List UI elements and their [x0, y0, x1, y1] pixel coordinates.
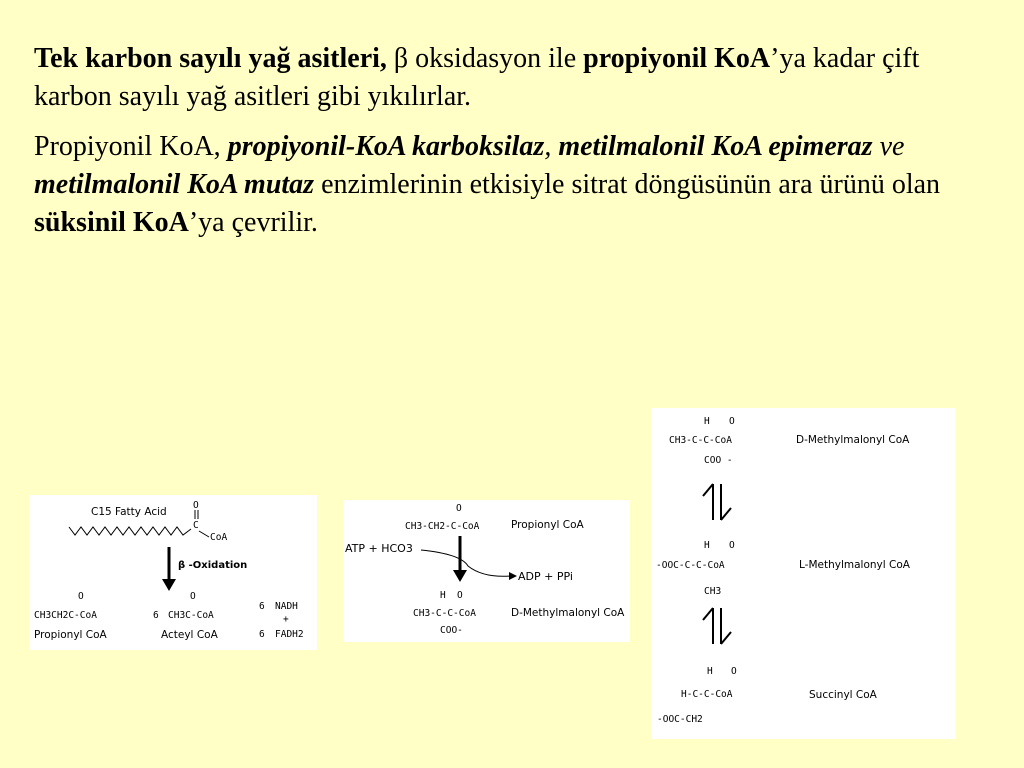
slide-body-text: [34, 40, 994, 254]
epimerase-arrow-forward-head: [703, 484, 713, 496]
cofactor-arrow-head: [509, 572, 517, 580]
figure-epimerase-mutase: [651, 408, 956, 739]
l-methylmalonyl-methyl: CH3: [704, 586, 722, 597]
figure-carboxylation: [343, 500, 630, 642]
acetyl-coa-name: Acteyl CoA: [161, 629, 218, 641]
adp-ppi-output: ADP + PPi: [518, 570, 573, 583]
figure-carboxylation-drawing: [343, 500, 630, 642]
figure-beta-oxidation-drawing: [29, 495, 317, 650]
propionyl-formula: CH3CH2C-CoA: [34, 610, 97, 621]
enzyme-propionyl-coa-carboxylase: propiyonil-KoA karboksilaz: [227, 131, 545, 162]
methylmalonyl-h: H: [440, 590, 446, 601]
fatty-acid-chain: [69, 527, 191, 535]
beta-oxidation-label: β -Oxidation: [178, 560, 248, 571]
figure-epimerase-mutase-drawing: [651, 408, 956, 739]
paragraph-2: [34, 128, 994, 242]
fadh2: FADH2: [275, 629, 304, 640]
l-methylmalonyl-o: O: [729, 540, 735, 551]
comma: ,: [544, 131, 559, 162]
paragraph-2-text-a: Propiyonil KoA,: [34, 131, 228, 162]
methylmalonyl-carbonyl-o: O: [457, 590, 463, 601]
paragraph-1-text-a: oksidasyon ile: [415, 43, 584, 74]
atp-bicarbonate-input: ATP + HCO3: [345, 542, 413, 555]
mutase-arrow-forward-head: [703, 608, 713, 620]
figure-beta-oxidation: [29, 495, 317, 650]
enzyme-methylmalonyl-coa-mutase: metilmalonil KoA mutaz: [34, 169, 315, 200]
acetyl-coef: 6: [153, 610, 159, 621]
succinyl-coa-term: süksinil KoA: [34, 207, 189, 238]
beta-symbol: β: [386, 43, 416, 74]
succinyl-coa-name: Succinyl CoA: [809, 689, 877, 701]
l-methylmalonyl-formula: -OOC-C-C-CoA: [656, 560, 725, 571]
plus-sign: +: [283, 614, 289, 625]
carbonyl-o: O: [193, 500, 199, 511]
cofactor-arrow: [421, 550, 511, 576]
paragraph-2-text-c: ’ya çevrilir.: [188, 207, 318, 238]
propionyl-carbonyl-o: O: [456, 503, 462, 514]
acetyl-formula: CH3C-CoA: [168, 610, 214, 621]
d-methylmalonyl-o: O: [729, 416, 735, 427]
methylmalonyl-formula: CH3-C-C-CoA: [413, 608, 476, 619]
odd-chain-fatty-acids-term: Tek karbon sayılı yağ asitleri,: [34, 43, 387, 74]
fatty-acid-label: C15 Fatty Acid: [91, 506, 167, 518]
propionyl-coa-name: Propionyl CoA: [34, 629, 107, 641]
propionyl-coa-term: propiyonil KoA: [583, 43, 771, 74]
d-methylmalonyl-h: H: [704, 416, 710, 427]
epimerase-arrow-reverse-head: [721, 508, 731, 520]
propionyl-carbonyl-o: O: [78, 591, 84, 602]
d-methylmalonyl-coa-name: D-Methylmalonyl CoA: [796, 434, 910, 446]
d-methylmalonyl-coa-name: D-Methylmalonyl CoA: [511, 607, 625, 619]
paragraph-1: [34, 40, 994, 116]
nadh-coef: 6: [259, 601, 265, 612]
succinyl-o: O: [731, 666, 737, 677]
succinyl-bottom: -OOC-CH2: [657, 714, 703, 725]
enzyme-methylmalonyl-coa-epimerase: metilmalonil KoA epimeraz: [558, 131, 873, 162]
carbonyl-c: C: [193, 520, 199, 531]
nadh: NADH: [275, 601, 298, 612]
d-methylmalonyl-formula: CH3-C-C-CoA: [669, 435, 732, 446]
propionyl-formula: CH3-CH2-C-CoA: [405, 521, 480, 532]
l-methylmalonyl-coa-name: L-Methylmalonyl CoA: [799, 559, 910, 571]
methylmalonyl-carboxylate: COO-: [440, 625, 463, 636]
l-methylmalonyl-h: H: [704, 540, 710, 551]
paragraph-1-text-b: ’ya kadar çift karbon sayılı yağ asitleri gibi yıkılırlar.: [34, 43, 920, 112]
fadh-coef: 6: [259, 629, 265, 640]
succinyl-formula: H-C-C-CoA: [681, 689, 733, 700]
succinyl-h: H: [707, 666, 713, 677]
mutase-arrow-reverse-head: [721, 632, 731, 644]
coa-bond: [199, 531, 209, 537]
carboxylation-arrow-head: [453, 570, 467, 582]
propionyl-coa-name: Propionyl CoA: [511, 519, 584, 531]
paragraph-2-text-b: enzimlerinin etkisiyle sitrat döngüsünün ara ürünü olan: [314, 169, 941, 200]
conjunction-ve: ve: [872, 131, 905, 162]
acetyl-carbonyl-o: O: [190, 591, 196, 602]
coa-top: CoA: [210, 532, 228, 543]
oxidation-arrow-head: [162, 579, 176, 591]
d-methylmalonyl-carboxylate: COO -: [704, 455, 733, 466]
